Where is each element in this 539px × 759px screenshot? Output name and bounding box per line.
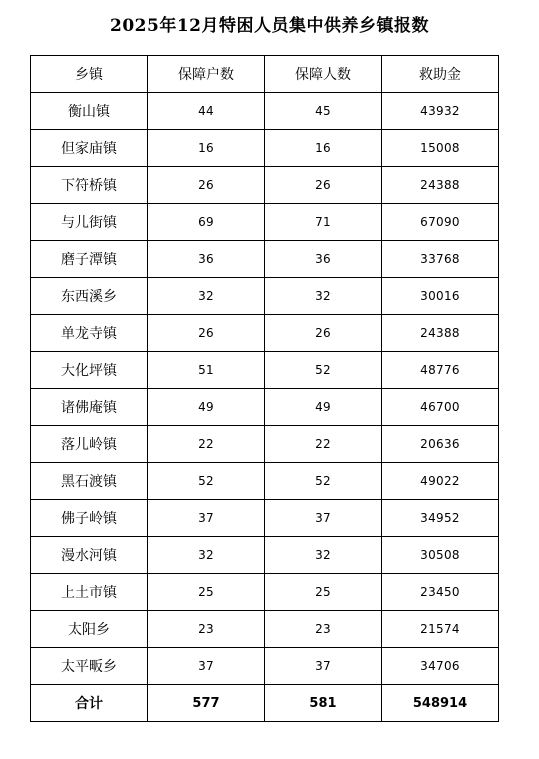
- persons-cell: 26: [265, 315, 382, 352]
- persons-cell: 37: [265, 648, 382, 685]
- persons-cell: 37: [265, 500, 382, 537]
- town-cell: 东西溪乡: [31, 278, 148, 315]
- total-label: 合计: [31, 685, 148, 722]
- table-row: [31, 241, 499, 278]
- table-row: [31, 278, 499, 315]
- persons-cell: 52: [265, 352, 382, 389]
- relief-amount-cell: 34706: [382, 648, 499, 685]
- households-cell: 49: [148, 389, 265, 426]
- table-row: [31, 648, 499, 685]
- table-row: [31, 537, 499, 574]
- table-row: [31, 611, 499, 648]
- column-header-relief-amount: 救助金: [382, 56, 499, 93]
- town-cell: 诸佛庵镇: [31, 389, 148, 426]
- relief-amount-cell: 21574: [382, 611, 499, 648]
- table-row: [31, 352, 499, 389]
- table-body: [31, 93, 499, 685]
- table-row: [31, 204, 499, 241]
- table-footer: [31, 685, 499, 722]
- town-cell: 衡山镇: [31, 93, 148, 130]
- households-cell: 44: [148, 93, 265, 130]
- households-cell: 32: [148, 537, 265, 574]
- households-cell: 32: [148, 278, 265, 315]
- relief-amount-cell: 15008: [382, 130, 499, 167]
- table-row: [31, 500, 499, 537]
- town-cell: 太阳乡: [31, 611, 148, 648]
- column-header-town: 乡镇: [31, 56, 148, 93]
- persons-cell: 22: [265, 426, 382, 463]
- persons-cell: 26: [265, 167, 382, 204]
- column-header-persons: 保障人数: [265, 56, 382, 93]
- header-row: [31, 56, 499, 93]
- households-cell: 36: [148, 241, 265, 278]
- town-cell: 大化坪镇: [31, 352, 148, 389]
- relief-amount-cell: 46700: [382, 389, 499, 426]
- town-cell: 太平畈乡: [31, 648, 148, 685]
- total-households: 577: [148, 685, 265, 722]
- table-row: [31, 130, 499, 167]
- town-cell: 磨子潭镇: [31, 241, 148, 278]
- relief-amount-cell: 20636: [382, 426, 499, 463]
- persons-cell: 32: [265, 537, 382, 574]
- table-row: [31, 574, 499, 611]
- households-cell: 16: [148, 130, 265, 167]
- relief-amount-cell: 67090: [382, 204, 499, 241]
- town-cell: 与儿街镇: [31, 204, 148, 241]
- relief-amount-cell: 24388: [382, 315, 499, 352]
- persons-cell: 36: [265, 241, 382, 278]
- table-header: [31, 56, 499, 93]
- table-row: [31, 389, 499, 426]
- households-cell: 37: [148, 648, 265, 685]
- total-row: [31, 685, 499, 722]
- town-cell: 黑石渡镇: [31, 463, 148, 500]
- households-cell: 52: [148, 463, 265, 500]
- households-cell: 22: [148, 426, 265, 463]
- persons-cell: 16: [265, 130, 382, 167]
- households-cell: 69: [148, 204, 265, 241]
- relief-amount-cell: 34952: [382, 500, 499, 537]
- town-cell: 但家庙镇: [31, 130, 148, 167]
- households-cell: 25: [148, 574, 265, 611]
- households-cell: 23: [148, 611, 265, 648]
- column-header-households: 保障户数: [148, 56, 265, 93]
- relief-report-table: [30, 55, 499, 722]
- table-row: [31, 93, 499, 130]
- persons-cell: 25: [265, 574, 382, 611]
- table-row: [31, 463, 499, 500]
- persons-cell: 32: [265, 278, 382, 315]
- persons-cell: 23: [265, 611, 382, 648]
- relief-amount-cell: 30508: [382, 537, 499, 574]
- town-cell: 佛子岭镇: [31, 500, 148, 537]
- table-row: [31, 167, 499, 204]
- relief-amount-cell: 48776: [382, 352, 499, 389]
- total-persons: 581: [265, 685, 382, 722]
- persons-cell: 45: [265, 93, 382, 130]
- persons-cell: 49: [265, 389, 382, 426]
- table-row: [31, 426, 499, 463]
- relief-amount-cell: 23450: [382, 574, 499, 611]
- households-cell: 26: [148, 315, 265, 352]
- relief-amount-cell: 43932: [382, 93, 499, 130]
- town-cell: 漫水河镇: [31, 537, 148, 574]
- relief-amount-cell: 30016: [382, 278, 499, 315]
- town-cell: 单龙寺镇: [31, 315, 148, 352]
- relief-amount-cell: 33768: [382, 241, 499, 278]
- town-cell: 下符桥镇: [31, 167, 148, 204]
- page-title: 2025年12月特困人员集中供养乡镇报数: [110, 16, 429, 36]
- town-cell: 上土市镇: [31, 574, 148, 611]
- table-row: [31, 315, 499, 352]
- town-cell: 落儿岭镇: [31, 426, 148, 463]
- total-relief-amount: 548914: [382, 685, 499, 722]
- relief-amount-cell: 24388: [382, 167, 499, 204]
- persons-cell: 52: [265, 463, 382, 500]
- persons-cell: 71: [265, 204, 382, 241]
- households-cell: 26: [148, 167, 265, 204]
- relief-amount-cell: 49022: [382, 463, 499, 500]
- households-cell: 51: [148, 352, 265, 389]
- households-cell: 37: [148, 500, 265, 537]
